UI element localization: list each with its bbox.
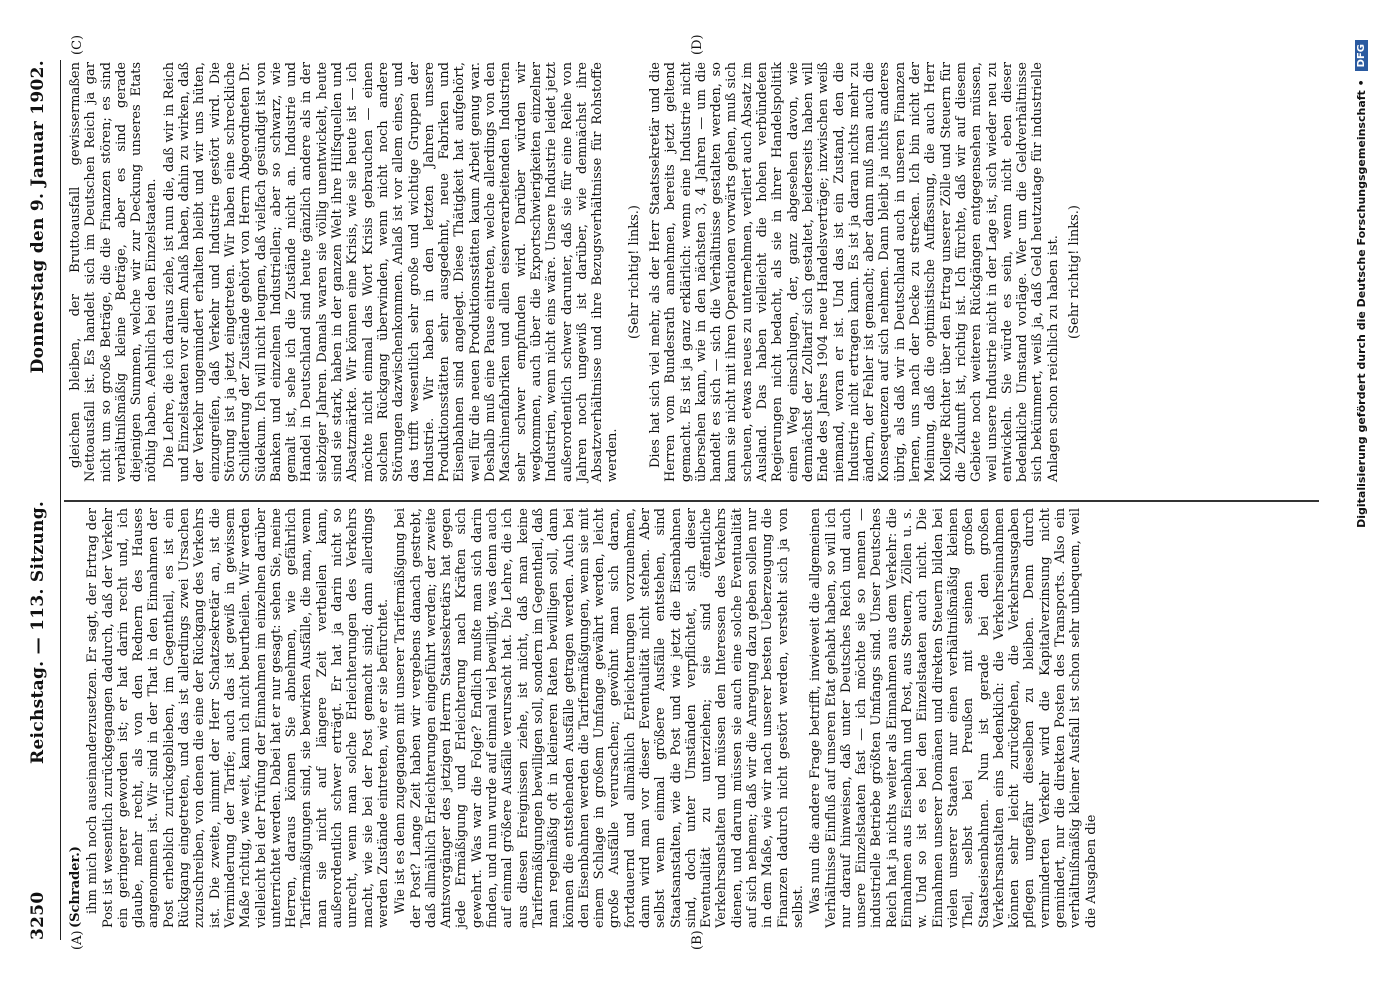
page-header — [28, 60, 56, 940]
margin-marker-d: (D) — [690, 34, 705, 55]
margin-marker-b: (B) — [690, 930, 705, 950]
margin-marker-c: (C) — [70, 34, 85, 55]
paragraph: Was nun die andere Frage betrifft, inwieweit die allgemeinen Verhältnisse Einfluß auf unseren Etat gehabt haben, so will ich nur darauf hinweisen, daß unter Deutsches Reich und auch unsere Einzelstaaten fast — ich möchte sie so nennen — industrielle Betriebe größten Umfangs sind. Unser Deutsches Reich hat ja nichts weiter als Einnahmen aus dem Verkehr: die Einnahmen aus Eisenbahn und Post, aus Steuern, Zöllen u. s. w. Und so ist es bei den Einzelstaaten auch nicht. Die Einnahmen unserer Domänen und direkten Steuern bilden bei vielen unserer Staaten nur einen verhältnißmäßig kleinen Theil, selbst bei Preußen mit seinen großen Staatseisenbahnen. Nun ist gerade bei den großen Verkehrsanstalten eins bedenklich: die Verkehrseinnahmen können sehr leicht zurückgehen, die Verkehrsausgaben pflegen ungefähr dieselben zu bleiben. Denn durch verminderten Verkehr wird die Kapitalverzinsung nicht gemindert, nur die direkten Posten des Transports. Also ein verhältnißmäßig kleiner Ausfall ist schon sehr unbequem, weil die Ausgaben die — [808, 508, 1099, 928]
credit-text: Digitalisierung gefördert durch die Deutsche Forschungsgemeinschaft • — [1355, 79, 1368, 528]
speaker-label: (Schrader.) — [68, 846, 83, 928]
paragraph: ihm mich noch auseinanderzusetzen. Er sagt, der Ertrag der Post ist wesentlich zurückgegangen dadurch, daß der Verkehr ein geringerer geworden ist; er hat darin recht und, ich glaube, mehr recht, als von den Rednern des Hauses angenommen ist. Wir sind in der That in den Einnahmen der Post erheblich zurückgeblieben, im Gegentheil, es ist ein Rückgang eingetreten, und das ist allerdings zwei Ursachen zuzuschreiben, von denen die eine der Rückgang des Verkehrs ist. Die zweite, nimmt der Herr Schatzsekretär an, ist die Verminderung der Tarife; auch das ist gewiß in gewissem Maße richtig, wie weit, kann ich nicht beurtheilen. Wir werden vielleicht bei der Prüfung der Einnahmen im einzelnen darüber unterrichtet werden. Dabei hat er nur gesagt: sehen Sie, meine Herren, daraus können Sie abnehmen, wie gefährlich Tarifermäßigungen sind, sie bewirken Ausfälle, die man, wenn man sie nicht auf längere Zeit vertheilen kann, außerordentlich schwer erträgt. Er hat ja darin nicht so unrecht, wenn man solche Erleichterungen des Verkehrs macht, wie sie bei der Post gemacht sind; dann allerdings werden Zustände eintreten, wie er sie befürchtet. — [85, 508, 391, 928]
paragraph: Die Lehre, die ich daraus ziehe, ist nun die, daß wir in Reich und Einzelstaaten vor allem Anlaß haben, dahin zu wirken, daß der Verkehr ungemindert erhalten bleibt und wir uns hüten, einzugreifen, daß Verkehr und Industrie gestört wird. Die Störung ist ja jetzt eingetreten. Wir haben eine schreckliche Schilderung der Zustände gehört von Herrn Abgeordneten Dr. Südekum. Ich will nicht leugnen, daß vielfach gesündigt ist von Banken und einzelnen Industriellen; aber so schwarz, wie gemalt ist, sehe ich die Zustände nicht an. Industrie und Handel in Deutschland sind heute gänzlich andere als in der siebziger Jahren. Damals waren sie völlig unentwickelt, heute sind sie stark, haben in der ganzen Welt ihre Hilfsquellen und Absatzmärkte. Wir können eine Krisis, wie sie heute ist — ich möchte nicht einmal das Wort Krisis gebrauchen — einen solchen Rückgang überwinden, wenn nicht noch andere Störungen dazwischenkommen. Anlaß ist vor allem eines, und das trifft wesentlich sehr große und wichtige Gruppen der Industrie. Wir haben in den letzten Jahren unsere Produktionsstätten sehr ausgedehnt, neue Fabriken und Eisenbahnen sind angelegt. Diese Thätigkeit hat aufgehört, weil für die neuen Produktionsstätten kaum Arbeit genug war. Deshalb muß eine Pause eintreten, welche allerdings von den Maschinenfabriken und allen eisenverarbeitenden Industrien sehr schwer empfunden wird. Darüber würden wir wegkommen, auch über die Exportschwierigkeiten einzelner Industrien, wenn nicht eins wäre. Unsere Industrie leidet jetzt außerordentlich schwer darunter, daß sie für eine Reihe von Jahren noch ungewiß ist darüber, wie demnächst ihre Absatzverhältnisse und ihre Bezugsverhältnisse für Rohstoffe werden. — [161, 62, 621, 482]
paragraph: gleichen bleiben, der Bruttoausfall gewissermaßen Nettoausfall ist. Es handelt sich im Deutschen Reich ja gar nicht um so große Beträge, die die Finanzen stören; es sind verhältnißmäßig kleine Beträge, aber es sind gerade diejenigen Summen, welche wir zur Deckung unseres Etats nöthig haben. Aehnlich bei den Einzelstaaten. — [68, 62, 160, 482]
interjection: (Sehr richtig! links.) — [1067, 205, 1082, 339]
margin-marker-a: (A) — [70, 930, 85, 950]
paragraph: Wie ist es denn zugegangen mit unserer Tarifermäßigung bei der Post? Lange Zeit haben wir vergebens danach gestrebt, daß allmählich Erleichterungen eingeführt werden; der zweite Amtsvorgänger des jetzigen Herrn Staatssekretärs hat gegen jede Ermäßigung und Erleichterung nach Kräften sich gewehrt. Was war die Folge? Endlich mußte man sich darin finden, und nun wurde auf einmal viel bewilligt, was denn auch auf einmal größere Ausfälle verursacht hat. Die Lehre, die ich aus diesen Ereignissen ziehe, ist nicht, daß man keine Tarifermäßigungen bewilligen soll, sondern im Gegentheil, daß man regelmäßig oft in kleineren Raten bewilligen soll, dann können die entstehenden Ausfälle getragen werden. Auch bei den Eisenbahnen werden die Tarifermäßigungen, wenn sie mit einem Schlage in großem Umfange gewährt werden, leicht große Ausfälle verursachen; gewöhnt man sich daran, fortdauernd und allmählich Erleichterungen vorzunehmen, dann wird man vor dieser Eventualität nicht stehen. Aber selbst wenn einmal größere Ausfälle entstehen, sind Staatsanstalten, wie die Post und wie jetzt die Eisenbahnen sind, doch unter Umständen verpflichtet, sich dieser Eventualität zu unterziehen; sie sind öffentliche Verkehrsanstalten und müssen den Interessen des Verkehrs dienen, und darum müssen sie auch eine solche Eventualität auf sich nehmen; daß wir die Anregung dazu geben sollen nur in dem Maße, wie wir nach unserer besten Ueberzeugung die Finanzen dadurch nicht gestört werden, versteht sich ja von selbst. — [393, 508, 806, 928]
dfg-logo: DFG — [1355, 40, 1368, 71]
digitization-credit — [1355, 40, 1368, 960]
paragraph: Dies hat sich viel mehr, als der Herr Staatssekretär und die Herren vom Bundesrath annehmen, bereits jetzt geltend gemacht. Es ist ja ganz erklärlich: wenn eine Industrie nicht übersehen kann, wie in den nächsten 3, 4 Jahren — um die handelt es sich — sich die Verhältnisse gestalten werden, so kann sie nicht mit ihren Operationen vorwärts gehen, muß sich scheuen, etwas neues zu unternehmen, verliert auch Absatz im Ausland. Das haben vielleicht die hohen verbündeten Regierungen nicht bedacht, als sie in ihrer Handelspolitik einen Weg einschlugen, der, ganz abgesehen davon, wie demnächst der Zolltarif sich gestaltet, beiderseits haben will Ende des Jahres 1904 neue Handelsverträge; inzwischen weiß niemand, woran er ist. Und das ist ein Zustand, den die Industrie nicht ertragen kann. Es ist ja daran nichts mehr zu ändern, der Fehler ist gemacht; aber dann muß man auch die Konsequenzen auf sich nehmen. Dann bleibt ja nichts anderes übrig, als daß wir in Deutschland auch in unseren Finanzen lernen, uns nach der Decke zu strecken. Ich bin nicht der Meinung, daß die optimistische Auffassung, die auch Herr Kollege Richter über den Ertrag unserer Zölle und Steuern für die Zukunft ist, richtig ist. Ich fürchte, daß wir auf diesem Gebiete noch weiteren Rückgängen entgegensehen müssen, weil unsere Industrie nicht in der Lage ist, sich wieder neu zu entwickeln. Sie würde es sein, wenn nicht eben dieser bedenkliche Umstand vorläge. Wer um die Geldverhältnisse sich bekümmert, weiß ja, daß Geld heutzutage für industrielle Anlagen schon reichlich zu haben ist. — [647, 62, 1061, 482]
right-column — [68, 62, 1088, 482]
column-divider — [64, 500, 1319, 502]
interjection: (Sehr richtig! links.) — [626, 205, 642, 339]
page-number: 3250 — [28, 891, 48, 940]
left-column — [68, 508, 1101, 928]
session-date: Donnerstag den 9. Januar 1902. — [28, 60, 48, 374]
publication-title: Reichstag. — 113. Sitzung. — [28, 500, 48, 764]
header-rule — [60, 60, 61, 940]
